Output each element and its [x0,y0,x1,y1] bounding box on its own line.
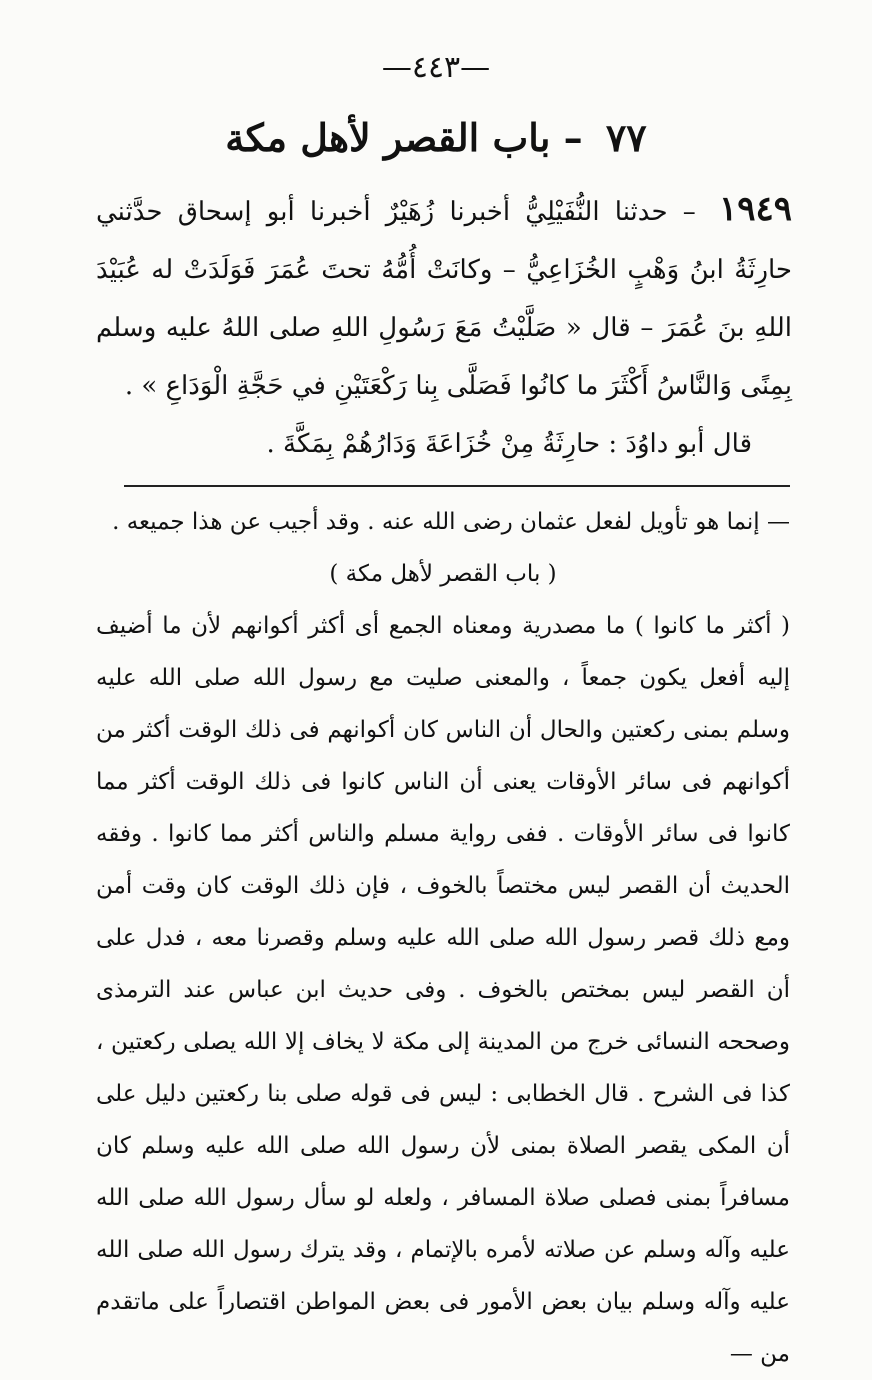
commentary-body: ( أكثر ما كانوا ) ما مصدرية ومعناه الجمع أى أكثر أكوانهم لأن ما أضيف إليه أفعل يكون جمعاً ، والمعنى صليت مع رسول الله صلى الله عليه وسلم بمنى ركعتين والحال أن الناس كان أكوانهم فى ذلك الوقت أكثر من أكوانهم فى سائر الأوقات يعنى أن الناس كانوا فى ذلك الوقت أكثر مما كانوا فى سائر الأوقات . ففى رواية مسلم والناس أكثر مما كانوا . وفقه الحديث أن القصر ليس مختصاً بالخوف ، فإن ذلك الوقت كان وقت أمن ومع ذلك قصر رسول الله صلى الله عليه وسلم وقصرنا معه ، فدل على أن القصر ليس بمختص بالخوف . وفى حديث ابن عباس عند الترمذى وصححه النسائى خرج من المدينة إلى مكة لا يخاف إلا الله يصلى ركعتين ، كذا فى الشرح . قال الخطابى : ليس فى قوله صلى بنا ركعتين دليل على أن المكى يقصر الصلاة بمنى لأن رسول الله صلى الله عليه وسلم كان مسافراً بمنى فصلى صلاة المسافر ، ولعله لو سأل رسول الله صلى الله عليه وآله وسلم عن صلاته لأمره بالإتمام ، وقد يترك رسول الله صلى الله عليه وآله وسلم بيان بعض الأمور فى بعض المواطن اقتصاراً على ماتقدم من — [96,613,790,1367]
hadith-text: – حدثنا النُّفَيْلِيُّ أخبرنا زُهَيْرٌ أخبرنا أبو إسحاق حدَّثني حارِثَةُ ابنُ وَهْبٍ الخُزَاعِيُّ – وكانَتْ أُمُّهُ تحتَ عُمَرَ فَوَلَدَتْ له عُبَيْدَ اللهِ بنَ عُمَرَ – قال « صَلَّيْتُ مَعَ رَسُولِ اللهِ صلى اللهُ عليه وسلم بِمِنًى وَالنَّاسُ أَكْثَرَ ما كانُوا فَصَلَّى بِنا رَكْعَتَيْنِ في حَجَّةِ الْوَدَاعِ » . [96,197,792,401]
hadith-number: ١٩٤٩ [718,189,792,229]
commentary-continuation: — إنما هو تأويل لفعل عثمان رضى الله عنه . وقد أجيب عن هذا جميعه . [112,509,790,535]
commentary-block [96,496,790,1380]
chapter-title: – باب القصر لأهل مكة [225,115,583,160]
abu-dawud-note: قال أبو داوُدَ : حارِثَةُ مِنْ خُزَاعَةَ وَدَارُهُمْ بِمَكَّةَ . [266,429,752,459]
chapter-heading [0,110,872,166]
page-number: —٤٤٣— [381,50,491,85]
hadith-block [96,180,792,473]
chapter-number: ٧٧ [605,115,647,160]
commentary-heading: ( باب القصر لأهل مكة ) [329,561,557,587]
separator-line [124,485,790,487]
